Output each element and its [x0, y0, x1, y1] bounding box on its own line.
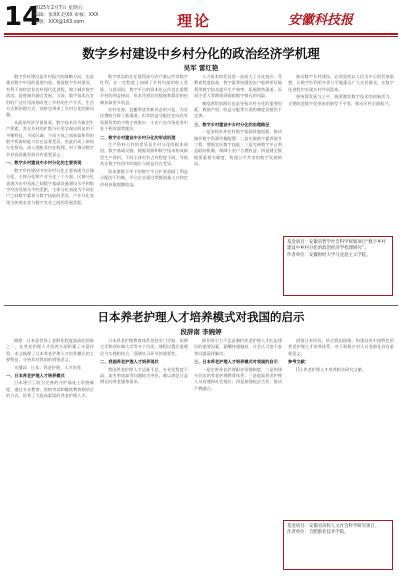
section-title: 理论 — [177, 12, 212, 30]
article-separator — [4, 305, 398, 306]
paragraph: 数字乡村建设中的乡村分化主要表现为区域分化、主体分化和产业分化三个方面。区域分化表现为东中西部之间数字基础设施建设水平和数字经济发展水平的差距，主体分化表现为不同农户之间数字素养与数字技能的差异，产业分化表现为传统农业与数字农业之间的发展差距。 — [6, 167, 94, 205]
paragraph: 数字鸿沟的存在使得部分农户难以共享数字红利，在一定程度上加剧了乡村内部的收入差距。与此同时，数字平台的资本化运作也在重塑乡村的利益格局，资本凭借其对数据和算法的控制获取更多收益。 — [100, 74, 188, 105]
paragraph: [1] 养老护理人才培养相关研究文献。 — [296, 366, 367, 372]
paragraph: 推动数字乡村建设，必须坚持以人民为中心的发展思想，让数字红利更多更公平地惠及广大农民群众，在数字化进程中实现乡村共同富裕。 — [288, 74, 394, 92]
paragraph: 借鉴日本经验，结合我国国情，构建具有中国特色的养老护理人才培养体系，对于积极应对人口老龄化具有重要意义。 — [288, 338, 394, 356]
paragraph: 从政治经济学视角看，数字技术作为新型生产要素，其在乡村的扩散与应用呈现出明显的不平衡特征，不同区域、不同主体之间获取和利用数字资源的能力存在显著差异，由此形成了新的分化格局。深入剖析其内在机理，对于推动数字乡村高质量发展具有重要意义。 — [6, 119, 94, 157]
editor-line: 编辑：张XX 赵XX 审核：XXX — [34, 13, 99, 18]
paragraph: 日本建立了较为完善的介护福祉士资格制度，通过专业教育、资格考试和继续教育相结合的方式，培养了大批高素质的养老护理人才。 — [6, 380, 94, 399]
subheading: 二、数字乡村建设中乡村分化的形成机理 — [100, 134, 176, 140]
author-unit-line: 作者单位：合肥职业技术学院。 — [287, 530, 349, 536]
funding-line: 基金项目：安徽省高校人文社会科学研究项目。 — [287, 524, 380, 529]
subheading: 一、日本养老护理人才培养模式 — [6, 373, 65, 379]
article1-author: 吴军 雷红艳 — [183, 64, 219, 72]
paragraph: 农村电商、直播带货等新业态的兴起，为农民增收开辟了新渠道，但其收益分配往往向具有资源优势的少数主体集中，小农户在市场竞争中处于相对弱势地位。 — [100, 107, 188, 132]
paragraph: 职业吸引力不足是制约养老护理人才队伍建设的重要因素，薪酬待遇偏低、社会认可度不高等问题亟待解决。 — [194, 338, 282, 356]
subheading: 参考文献： — [288, 359, 309, 365]
header-rule-thin — [4, 36, 398, 37]
paragraph: 制度供给的滞后也是导致乡村分化的重要因素，数据产权、收益分配等方面的制度安排仍不完善。 — [194, 100, 282, 119]
paragraph: 关键词：日本；养老护理；人才培养 — [14, 364, 82, 370]
paragraph: 一是加快补齐农村数字基础设施短板，推动城乡数字资源均衡配置；二是实施数字素养提升工程，增强农民数字技能；三是完善数字平台利益联结机制，保障小农户合理收益；四是健全数据要素相关制度，构建公平共享的数字发展格局。 — [194, 129, 282, 167]
paragraph: 资本逻辑主导下的数字平台扩张加剧了利益分配的不均衡，平台企业通过掌握流量入口和定价权获取超额收益。 — [100, 168, 188, 187]
paragraph: 生产资料占有的差异是乡村分化的根本原因。数字基础设施、数据资源和数字技术构成新型生产资料，不同主体对其占有程度不同，导致其在数字经济中的地位与收益存在差异。 — [100, 142, 188, 167]
article2-column-4 — [288, 338, 394, 516]
article1-funding-box — [283, 236, 393, 296]
paragraph: 一是完善养老护理职业资格制度；二是构建多层次的养老护理教育体系；三是提高养老护理人员待遇和社会地位；四是加强校企合作，推动产教融合。 — [194, 366, 282, 391]
article1-column-3 — [194, 74, 282, 300]
article1-column-2 — [100, 74, 188, 300]
paragraph: 数字乡村建设是乡村振兴的战略方向，也是建设数字中国的重要内容。推进数字乡村建设，有利于加快农业农村现代化进程，缩小城乡数字鸿沟，促进城乡融合发展。当前，数字技术在农村的广泛应用深刻改变了乡村的生产方式、生活方式和治理方式，同时也带来了乡村分化的新问题。 — [6, 74, 94, 118]
article2-author: 段辞南 李婉婷 — [180, 328, 222, 336]
article1-column-1 — [6, 74, 94, 300]
paragraph: 我国养老护理人才总量不足、专业化程度不高、流失率较高等问题较为突出，难以满足日益增长的养老服务需求。 — [100, 366, 188, 385]
article2-title: 日本养老护理人才培养模式对我国的启示 — [97, 310, 305, 324]
email-line: 组版：XXX@163.com — [34, 20, 84, 25]
subheading: 二、我国养老护理人才培养现状 — [100, 359, 159, 365]
masthead: 安徽科技报 — [288, 13, 354, 28]
article1-column-4 — [288, 74, 394, 232]
date-line: 2025年2月7日 星期五 — [34, 6, 83, 11]
article2-funding-box — [283, 520, 393, 570]
paragraph: 日本养老护理教育体系包括专门学校、短期大学和四年制大学等多个层次，课程设置注重理论与实践相结合，强调实习环节的重要性。 — [100, 338, 188, 356]
article1-title: 数字乡村建设中乡村分化的政治经济学机理 — [82, 46, 320, 61]
article2-column-1 — [6, 338, 94, 572]
article2-column-3 — [194, 338, 282, 572]
subheading: 三、日本养老护理人才培养模式对我国的启示 — [194, 359, 278, 365]
author-unit-line: 作者单位：安徽财经大学马克思主义学院。 — [287, 252, 371, 258]
subheading: 三、数字乡村建设中乡村分化的治理路径 — [194, 121, 270, 127]
paragraph: 摘要：日本是世界上老龄化程度最高的国家之一，在养老护理人才培养方面积累了丰富经验。本文梳理了日本养老护理人才培养模式的主要特征，分析其对我国的借鉴意义。 — [6, 338, 94, 363]
paragraph: 人力资本的差异进一步放大了分化效应。受教育程度较高、数字素养较强的农户能够更好地利用数字技术提升生产效率、拓展销售渠道，而留守老人等群体则面临数字排斥的风险。 — [194, 74, 282, 99]
paragraph: 要统筹发展与公平，既要激发数字技术的创新活力，又要防范数字化带来的新型不平等，推动乡村全面振兴。 — [288, 94, 394, 106]
article2-column-2 — [100, 338, 188, 572]
funding-line: 基金项目：安徽省哲学社会科学规划项目“数字乡村建设中乡村分化的政治经济学机理研究”。 — [287, 240, 386, 252]
page-number: 14 — [4, 2, 41, 32]
subheading: 一、数字乡村建设中乡村分化的主要表现 — [6, 160, 82, 166]
header-rule — [4, 33, 398, 35]
page-header — [0, 0, 402, 42]
